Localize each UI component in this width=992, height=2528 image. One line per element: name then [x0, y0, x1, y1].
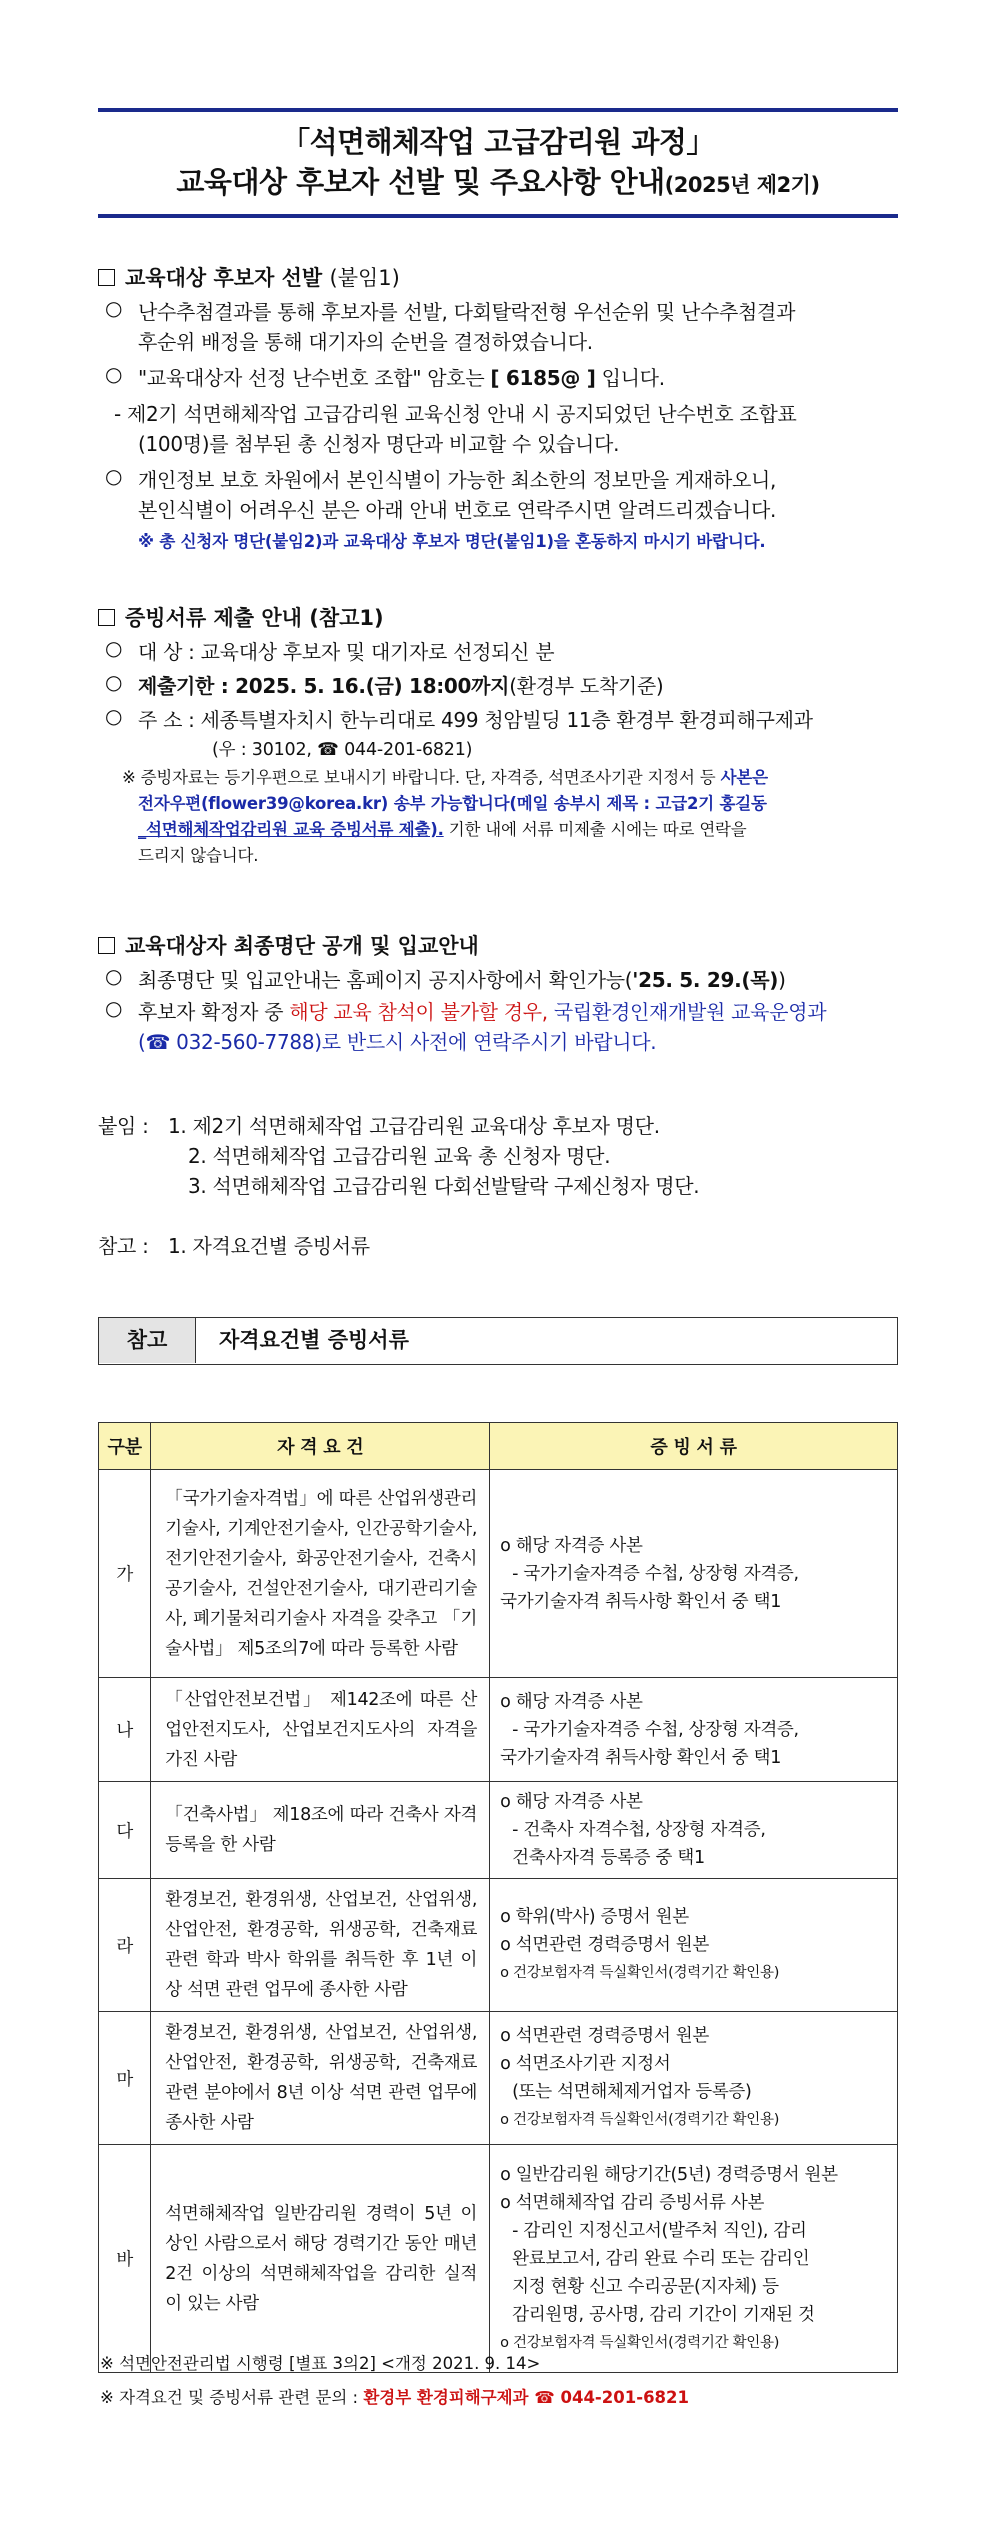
- title-block: [98, 108, 898, 218]
- row-documents: o 일반감리원 해당기간(5년) 경력증명서 원본 o 석면해체작업 감리 증빙서류 사본 - 감리인 지정신고서(발주처 직인), 감리 완료보고서, 감리 완료 수리 또는 감리인 지정 현황 신고 수리공문(지자체) 등 감리원명, 공사명, 감리 기간이 기재된 것 o 건강보험자격 득실확인서(경력기간 확인용): [490, 2145, 898, 2373]
- row-requirement: 「산업안전보건법」 제142조에 따른 산업안전지도사, 산업보건지도사의 자격을 가진 사람: [151, 1678, 490, 1782]
- row-requirement: 환경보건, 환경위생, 산업보건, 산업위생, 산업안전, 환경공학, 위생공학, 건축재료 관련 학과 박사 학위를 취득한 후 1년 이상 석면 관련 업무에 종사한 사람: [151, 1879, 490, 2012]
- table-header-row: [99, 1423, 898, 1470]
- circle-bullet-icon: ○: [105, 464, 123, 488]
- table-row: [99, 1678, 898, 1782]
- s2-note-line1: ※ 증빙자료는 등기우편으로 보내시기 바랍니다. 단, 자격증, 석면조사기관 지정서 등 사본은: [122, 768, 768, 787]
- circle-bullet-icon: ○: [105, 704, 123, 728]
- circle-bullet-icon: ○: [105, 362, 123, 386]
- attachments-label: 붙임 :: [98, 1114, 149, 1138]
- s2-note-line3: _석면해체작업감리원 교육 증빙서류 제출). 기한 내에 서류 미제출 시에는 따로 연락을: [138, 820, 747, 839]
- reference-title: 자격요건별 증빙서류: [219, 1328, 409, 1352]
- s1-bullet3-line1: 개인정보 보호 차원에서 본인식별이 가능한 최소한의 정보만을 게재하오니,: [138, 468, 777, 492]
- s3-bullet2-line2: (☎ 032-560-7788)로 반드시 사전에 연락주시기 바랍니다.: [138, 1030, 657, 1054]
- section1-heading: 교육대상 후보자 선발 (붙임1): [98, 262, 400, 292]
- s2-address-sub: (우 : 30102, ☎ 044-201-6821): [212, 740, 473, 760]
- row-documents: o 석면관련 경력증명서 원본 o 석면조사기관 지정서 (또는 석면해체제거업자 등록증) o 건강보험자격 득실확인서(경력기간 확인용): [490, 2012, 898, 2145]
- row-documents: o 해당 자격증 사본 - 건축사 자격수첩, 상장형 자격증, 건축사자격 등록증 중 택1: [490, 1782, 898, 1879]
- row-documents: o 해당 자격증 사본 - 국가기술자격증 수첩, 상장형 자격증, 국가기술자격 취득사항 확인서 중 택1: [490, 1678, 898, 1782]
- password-code: [ 6185@ ]: [490, 366, 596, 390]
- row-gubun: 바: [99, 2145, 151, 2373]
- s1-bullet1-line1: 난수추첨결과를 통해 후보자를 선발, 다회탈락전형 우선순위 및 난수추첨결과: [138, 300, 796, 324]
- reference-label: 참고 :: [98, 1234, 149, 1258]
- reference-header-box: [98, 1317, 898, 1365]
- row-gubun: 다: [99, 1782, 151, 1879]
- s1-bullet2: "교육대상자 선정 난수번호 조합" 암호는 [ 6185@ ] 입니다.: [138, 366, 665, 390]
- circle-bullet-icon: ○: [105, 964, 123, 988]
- s2-deadline: 제출기한 : 2025. 5. 16.(금) 18:00까지(환경부 도착기준): [138, 674, 664, 698]
- s1-warning: ※ 총 신청자 명단(붙임2)과 교육대상 후보자 명단(붙임1)을 혼동하지 마시기 바랍니다.: [138, 532, 766, 551]
- section2-heading: 증빙서류 제출 안내 (참고1): [98, 602, 384, 632]
- s2-note-line2: 전자우편(flower39@korea.kr) 송부 가능합니다(메일 송부시 제목 : 고급2기 홍길동: [138, 794, 767, 813]
- s1-dash-line2: (100명)를 첨부된 총 신청자 명단과 비교할 수 있습니다.: [138, 432, 620, 456]
- row-requirement: 석면해체작업 일반감리원 경력이 5년 이상인 사람으로서 해당 경력기간 동안 매년 2건 이상의 석면해체작업을 감리한 실적이 있는 사람: [151, 2145, 490, 2373]
- checkbox-square-icon: [98, 937, 115, 954]
- row-documents: o 학위(박사) 증명서 원본 o 석면관련 경력증명서 원본 o 건강보험자격 득실확인서(경력기간 확인용): [490, 1879, 898, 2012]
- row-requirement: 「건축사법」 제18조에 따라 건축사 자격등록을 한 사람: [151, 1782, 490, 1879]
- s1-dash-line1: - 제2기 석면해체작업 고급감리원 교육신청 안내 시 공지되었던 난수번호 조합표: [114, 402, 797, 426]
- s1-bullet1-line2: 후순위 배정을 통해 대기자의 순번을 결정하였습니다.: [138, 330, 593, 354]
- table-row: [99, 1782, 898, 1879]
- s2-target: 대 상 : 교육대상 후보자 및 대기자로 선정되신 분: [138, 640, 555, 664]
- footer-inquiry: ※ 자격요건 및 증빙서류 관련 문의 : 환경부 환경피해구제과 ☎ 044-201-6821: [100, 2388, 689, 2407]
- s1-bullet3-line2: 본인식별이 어려우신 분은 아래 안내 번호로 연락주시면 알려드리겠습니다.: [138, 498, 777, 522]
- header-requirement: 자 격 요 건: [151, 1423, 490, 1470]
- attachment-item-3: 3. 석면해체작업 고급감리원 다회선발탈락 구제신청자 명단.: [188, 1174, 700, 1198]
- circle-bullet-icon: ○: [105, 636, 123, 660]
- s2-note-line4: 드리지 않습니다.: [138, 846, 259, 865]
- requirements-table: [98, 1422, 898, 2373]
- title-line1: 「석면해체작업 고급감리원 과정」: [281, 125, 715, 159]
- reference-item-1: 1. 자격요건별 증빙서류: [168, 1234, 370, 1258]
- header-documents: 증 빙 서 류: [490, 1423, 898, 1470]
- row-gubun: 나: [99, 1678, 151, 1782]
- title-suffix: (2025년 제2기): [664, 173, 820, 197]
- table-row: [99, 2012, 898, 2145]
- table-row: [99, 2145, 898, 2373]
- table-row: [99, 1470, 898, 1678]
- title-main: 교육대상 후보자 선발 및 주요사항 안내: [176, 165, 665, 199]
- header-gubun: 구분: [99, 1423, 151, 1470]
- table-row: [99, 1879, 898, 2012]
- circle-bullet-icon: ○: [105, 996, 123, 1020]
- checkbox-square-icon: [98, 609, 115, 626]
- row-documents: o 해당 자격증 사본 - 국가기술자격증 수첩, 상장형 자격증, 국가기술자격 취득사항 확인서 중 택1: [490, 1470, 898, 1678]
- s3-bullet2: 후보자 확정자 중 해당 교육 참석이 불가할 경우, 국립환경인재개발원 교육운영과: [138, 1000, 827, 1024]
- circle-bullet-icon: ○: [105, 296, 123, 320]
- circle-bullet-icon: ○: [105, 670, 123, 694]
- attachment-item-2: 2. 석면해체작업 고급감리원 교육 총 신청자 명단.: [188, 1144, 611, 1168]
- attachment-item-1: 1. 제2기 석면해체작업 고급감리원 교육대상 후보자 명단.: [168, 1114, 660, 1138]
- row-requirement: 「국가기술자격법」에 따른 산업위생관리기술사, 기계안전기술사, 인간공학기술사, 전기안전기술사, 화공안전기술사, 건축시공기술사, 건설안전기술사, 대기관리기술사, 폐기물처리기술사 자격을 갖추고 「기술사법」 제5조의7에 따라 등록한 사람: [151, 1470, 490, 1678]
- row-gubun: 라: [99, 1879, 151, 2012]
- section3-heading: 교육대상자 최종명단 공개 및 입교안내: [98, 930, 479, 960]
- title-line2: [98, 160, 898, 201]
- reference-tag: 참고: [99, 1318, 196, 1363]
- row-gubun: 가: [99, 1470, 151, 1678]
- s3-bullet1: 최종명단 및 입교안내는 홈페이지 공지사항에서 확인가능('25. 5. 29.(목)): [138, 968, 786, 992]
- footer-law-note: ※ 석면안전관리법 시행령 [별표 3의2] <개정 2021. 9. 14>: [100, 2354, 541, 2373]
- checkbox-square-icon: [98, 269, 115, 286]
- row-requirement: 환경보건, 환경위생, 산업보건, 산업위생, 산업안전, 환경공학, 위생공학, 건축재료 관련 분야에서 8년 이상 석면 관련 업무에 종사한 사람: [151, 2012, 490, 2145]
- s2-address: 주 소 : 세종특별자치시 한누리대로 499 청암빌딩 11층 환경부 환경피해구제과: [138, 708, 813, 732]
- row-gubun: 마: [99, 2012, 151, 2145]
